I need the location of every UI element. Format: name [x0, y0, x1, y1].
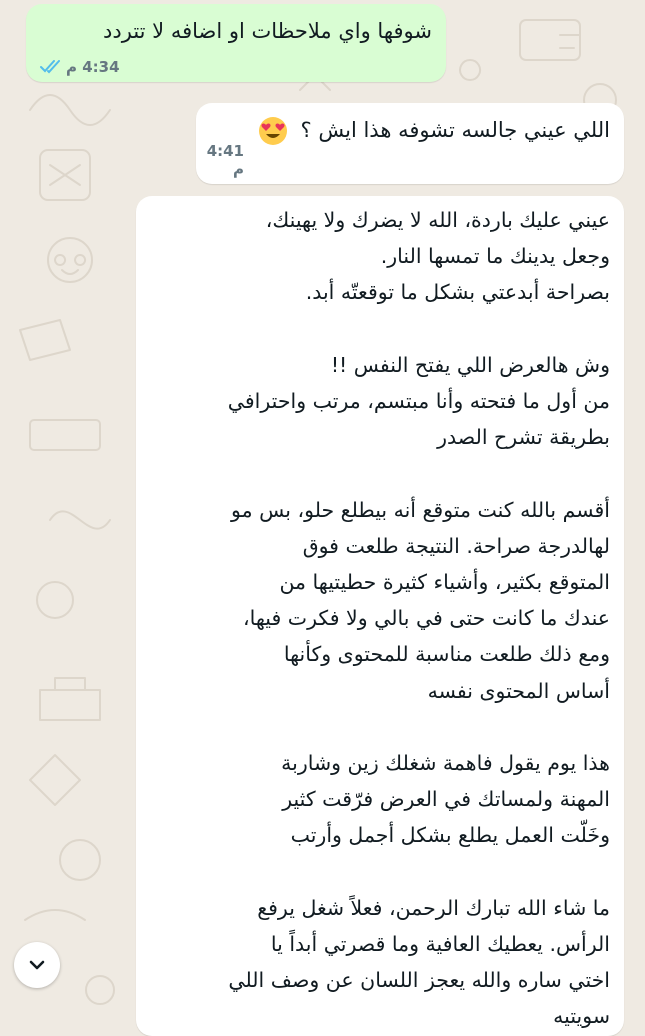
- message-time: 4:41 م: [206, 142, 244, 178]
- message-meta: [40, 58, 120, 76]
- message-bubble-outgoing[interactable]: [26, 4, 446, 82]
- message-bubble-incoming[interactable]: [196, 103, 624, 184]
- chevron-down-icon: [27, 955, 47, 975]
- heart-eyes-emoji-icon: [258, 116, 288, 146]
- scroll-to-bottom-button[interactable]: [14, 942, 60, 988]
- message-text: عيني عليك باردة، الله لا يضرك ولا يهينك، وجعل يدينك ما تمسها النار. بصراحة أبدعتي بشكل ما توقعتّه أبد. وش هالعرض اللي يفتح النفس !! من أول ما فتحته وأنا مبتسم، مرتب واحترافي بطريقة تشرح الصدر أقسم بالله كنت متوقع أنه بيطلع حلو، بس مو لهالدرجة صراحة. النتيجة طلعت فوق المتوقع بكثير، وأشياء كثيرة حطيتيها من عندك ما كانت حتى في بالي ولا فكرت فيها، ومع ذلك طلعت مناسبة للمحتوى وكأنها أساس المحتوى نفسه هذا يوم يقول فاهمة شغلك زين وشاربة المهنة ولمساتك في العرض فرّقت كثير وخَلّت العمل يطلع بشكل أجمل وأرتب ما شاء الله تبارك الرحمن، فعلاً شغل يرفع الرأس. يعطيك العافية وما قصرتي أبداً يا اختي ساره والله يعجز اللسان عن وصف اللي سويتيه: [227, 208, 610, 1029]
- message-bubble-incoming-long[interactable]: [136, 196, 624, 1036]
- message-time: 4:34 م: [66, 58, 120, 76]
- message-text-row: [210, 115, 610, 146]
- double-check-read-icon: [40, 60, 62, 74]
- message-text: شوفها واي ملاحظات او اضافه لا تتردد: [103, 19, 432, 43]
- message-meta: [196, 142, 244, 178]
- message-text: اللي عيني جالسه تشوفه هذا ايش ؟: [300, 118, 610, 142]
